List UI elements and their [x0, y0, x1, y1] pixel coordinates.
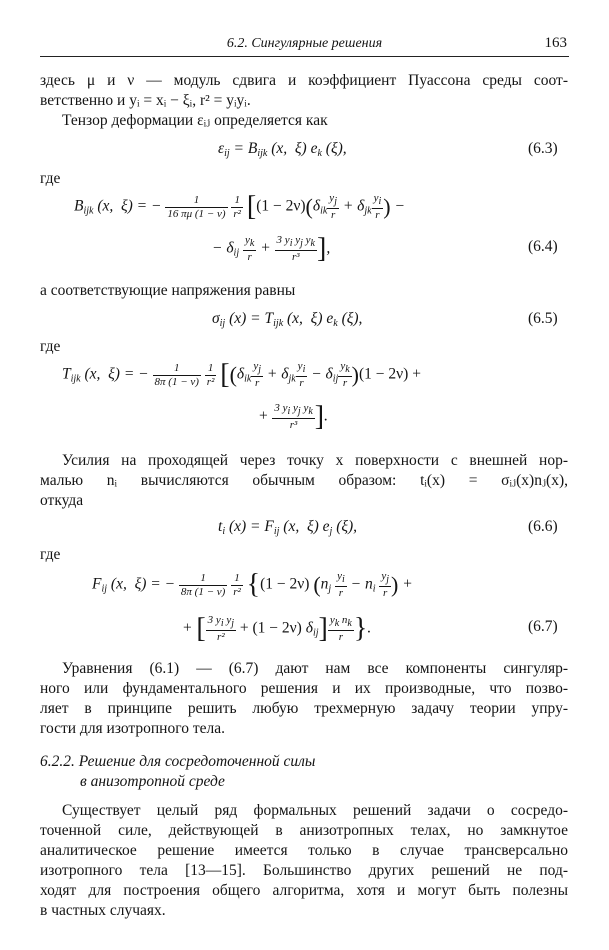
text-line: Усилия на проходящей через точку x поверхности с внешней нор-: [62, 452, 568, 469]
equation-6-6: $t_i$ $(x) = F_{ij}$ (x, ξ) $e_j$ (ξ),: [218, 518, 358, 537]
text-line: точенной силе, действующей в анизотропных телах, но замкнутое: [40, 822, 568, 839]
text-line: здесь μ и ν — модуль сдвига и коэффициент Пуассона среды соот-: [40, 72, 568, 89]
text-line: а соответствующие напряжения равны: [40, 282, 296, 299]
running-title: 6.2. Сингулярные решения: [226, 36, 383, 51]
equation-6-4-part2: − $\delta_{ij}$ $\frac{yk}{r}$ + $\frac{\text{3 yi yj yk}}{\text{r³}}$ ],: [212, 233, 331, 264]
text-line: ного или фундаментального решения и их производные, что позво-: [40, 680, 568, 697]
text-line: откуда: [40, 492, 84, 509]
equation-number: (6.7): [528, 618, 558, 635]
text-line: малью nᵢ вычисляются обычным образом: tᵢ(x) = σᵢⱼ(x)nⱼ(x),: [40, 472, 568, 489]
equation-number: (6.4): [528, 238, 558, 255]
text-line: ляет в принципе решить любую трехмерную задачу теории упру-: [40, 700, 568, 717]
text-line: где: [40, 338, 61, 355]
text-line: ветственно и yᵢ = xᵢ − ξᵢ, r² = yᵢyᵢ.: [40, 92, 251, 109]
equation-6-5: $\sigma_{ij}$ $(x) = T_{ijk}$ (x, ξ) $e_k$ (ξ),: [212, 310, 363, 329]
text-line: аналитическое решение имеется только в случае трансверсально: [40, 842, 568, 859]
text-line: где: [40, 546, 61, 563]
equation-number: (6.5): [528, 310, 558, 327]
equation-T-part1: $T_{ijk}$ (x, ξ) = − $\frac{1}{8\pi (1 - \nu)}$ $\frac{1}{\text{r²}}$ [($\delta_{ik}$ $\frac{yj}{r}$ + $\delta_{jk}$ $\frac{yi}{r}$ − $\delta_{ij}$ $\frac{yk}{r}$ )(1 − 2ν) +: [62, 359, 421, 390]
page-header: [40, 34, 569, 57]
text-line: ходят для построения общего алгоритма, хотя и могут быть полезны: [40, 882, 568, 899]
text-line: изотропного тела [13—15]. Большинство других решений не под-: [40, 862, 568, 879]
text-line: Существует целый ряд формальных решений задачи о сосредо-: [62, 802, 568, 819]
equation-6-7-part1: $F_{ij}$ (x, ξ) = − $\frac{1}{8\pi (1 - \nu)}$ $\frac{1}{\text{r²}}$ {(1 − 2ν) ($n_j$ $\frac{yi}{r}$ − $n_i$ $\frac{yj}{r}$ ) +: [92, 569, 413, 600]
equation-number: (6.3): [528, 140, 558, 157]
section-title-continued: в анизотропной среде: [80, 773, 225, 790]
text-line: гости для изотропного тела.: [40, 720, 225, 737]
equation-6-3: $\varepsilon_{ij} = B_{ijk}$ (x, ξ) $e_k$ (ξ),: [218, 140, 347, 159]
page-number: 163: [544, 35, 567, 51]
equation-number: (6.6): [528, 518, 558, 535]
section-title: 6.2.2. Решение для сосредоточенной силы: [40, 753, 316, 770]
text-line: где: [40, 170, 61, 187]
text-line: Уравнения (6.1) — (6.7) дают нам все компоненты сингуляр-: [62, 660, 568, 677]
text-line: Тензор деформации εᵢⱼ определяется как: [62, 112, 328, 129]
equation-6-7-part2: + [ $\frac{\text{3 yi yj}}{\text{r²}}$ + (1 − 2ν) $\delta_{ij}$] $\frac{\text{yk nk}}{r}$ }.: [182, 613, 372, 644]
equation-6-4-part1: $B_{ijk}$ (x, ξ) = − $\frac{1}{16 \pi\mu (1 - \nu)}$ $\frac{1}{\text{r²}}$ [$(1 - 2\nu)(\delta_{ik}$ $\frac{yj}{r}$ + $\delta_{jk}$ $\frac{yi}{r}$ ) −: [74, 191, 405, 222]
text-line: в частных случаях.: [40, 902, 166, 919]
equation-T-part2: + $\frac{\text{3 yi yj yk}}{\text{r³}}$ ].: [258, 401, 328, 432]
